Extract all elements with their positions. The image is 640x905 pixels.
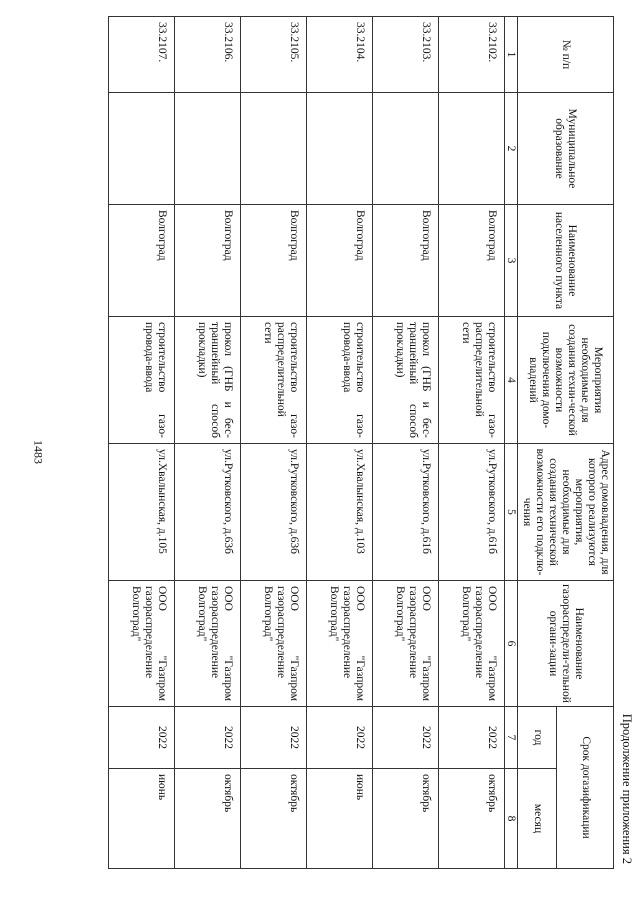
row-num: 33.2106. (175, 17, 241, 93)
row-organization: ООО "Газпром газораспределение Волгоград" (175, 581, 241, 707)
row-municipality (439, 93, 505, 205)
column-number: 5 (505, 444, 518, 581)
row-year: 2022 (439, 707, 505, 769)
row-year: 2022 (307, 707, 373, 769)
row-month: июнь (109, 769, 175, 869)
row-measure: строительство газо-распределительной сети (241, 317, 307, 444)
header-year: год (518, 707, 557, 769)
row-month: октябрь (373, 769, 439, 869)
header-measures: Мероприятия необходимые для создания техни-ческой возможности подключения домо-владений (518, 317, 614, 444)
column-number: 4 (505, 317, 518, 444)
gasification-table (108, 16, 614, 869)
row-address: ул.Хвалынская, д.103 (307, 444, 373, 581)
row-year: 2022 (175, 707, 241, 769)
row-month: октябрь (175, 769, 241, 869)
row-num: 33.2107. (109, 17, 175, 93)
row-address: ул.Рутковского, д.63б (241, 444, 307, 581)
row-year: 2022 (373, 707, 439, 769)
header-address: Адрес домовладения, для которого реализуются мероприятия, необходимые для создания технической возможности его подклю-чения (518, 444, 614, 581)
row-measure: строительство газо-провода-ввода (109, 317, 175, 444)
row-measure: строительство газо-провода-ввода (307, 317, 373, 444)
column-number: 3 (505, 205, 518, 317)
column-number: 1 (505, 17, 518, 93)
table-row (109, 17, 175, 869)
row-num: 33.2102. (439, 17, 505, 93)
column-number: 6 (505, 581, 518, 707)
header-month: месяц (518, 769, 557, 869)
row-municipality (373, 93, 439, 205)
row-month: октябрь (241, 769, 307, 869)
appendix-label: Продолжение приложения 2 (620, 713, 634, 864)
row-month: октябрь (439, 769, 505, 869)
header-num: № п/п (518, 17, 614, 93)
row-organization: ООО "Газпром газораспределение Волгоград" (241, 581, 307, 707)
row-organization: ООО "Газпром газораспределение Волгоград" (439, 581, 505, 707)
table-row (241, 17, 307, 869)
row-settlement: Волгоград (373, 205, 439, 317)
row-settlement: Волгоград (241, 205, 307, 317)
row-address: ул.Рутковского, д.61б (439, 444, 505, 581)
row-address: ул.Рутковского, д.61б (373, 444, 439, 581)
row-num: 33.2105. (241, 17, 307, 93)
row-settlement: Волгоград (109, 205, 175, 317)
row-year: 2022 (241, 707, 307, 769)
row-municipality (241, 93, 307, 205)
row-num: 33.2103. (373, 17, 439, 93)
row-organization: ООО "Газпром газораспределение Волгоград" (307, 581, 373, 707)
row-organization: ООО "Газпром газораспределение Волгоград" (109, 581, 175, 707)
row-organization: ООО "Газпром газораспределение Волгоград" (373, 581, 439, 707)
row-measure: прокол (ГНБ и бес-траншейный способ прокладки) (373, 317, 439, 444)
row-settlement: Волгоград (175, 205, 241, 317)
header-term: Срок догазификации (557, 707, 614, 869)
row-address: ул.Хвалынская, д.105 (109, 444, 175, 581)
row-address: ул.Рутковского, д.63б (175, 444, 241, 581)
table-row (439, 17, 505, 869)
row-municipality (175, 93, 241, 205)
rotated-content (74, 16, 634, 868)
header-settlement: Наименование населенного пункта (518, 205, 614, 317)
column-number: 7 (505, 707, 518, 769)
table-row (307, 17, 373, 869)
row-municipality (109, 93, 175, 205)
header-organization: Наименование газораспредели-тельной органи-зации (518, 581, 614, 707)
column-number: 2 (505, 93, 518, 205)
row-municipality (307, 93, 373, 205)
page-number: 1483 (31, 440, 46, 464)
table-row (175, 17, 241, 869)
row-measure: прокол (ГНБ и бес-траншейный способ прокладки) (175, 317, 241, 444)
column-number-row (505, 17, 518, 869)
row-measure: строительство газо-распределительной сети (439, 317, 505, 444)
row-settlement: Волгоград (307, 205, 373, 317)
row-settlement: Волгоград (439, 205, 505, 317)
row-num: 33.2104. (307, 17, 373, 93)
table-row (373, 17, 439, 869)
row-month: июнь (307, 769, 373, 869)
header-municipality: Муниципальное образование (518, 93, 614, 205)
column-number: 8 (505, 769, 518, 869)
row-year: 2022 (109, 707, 175, 769)
